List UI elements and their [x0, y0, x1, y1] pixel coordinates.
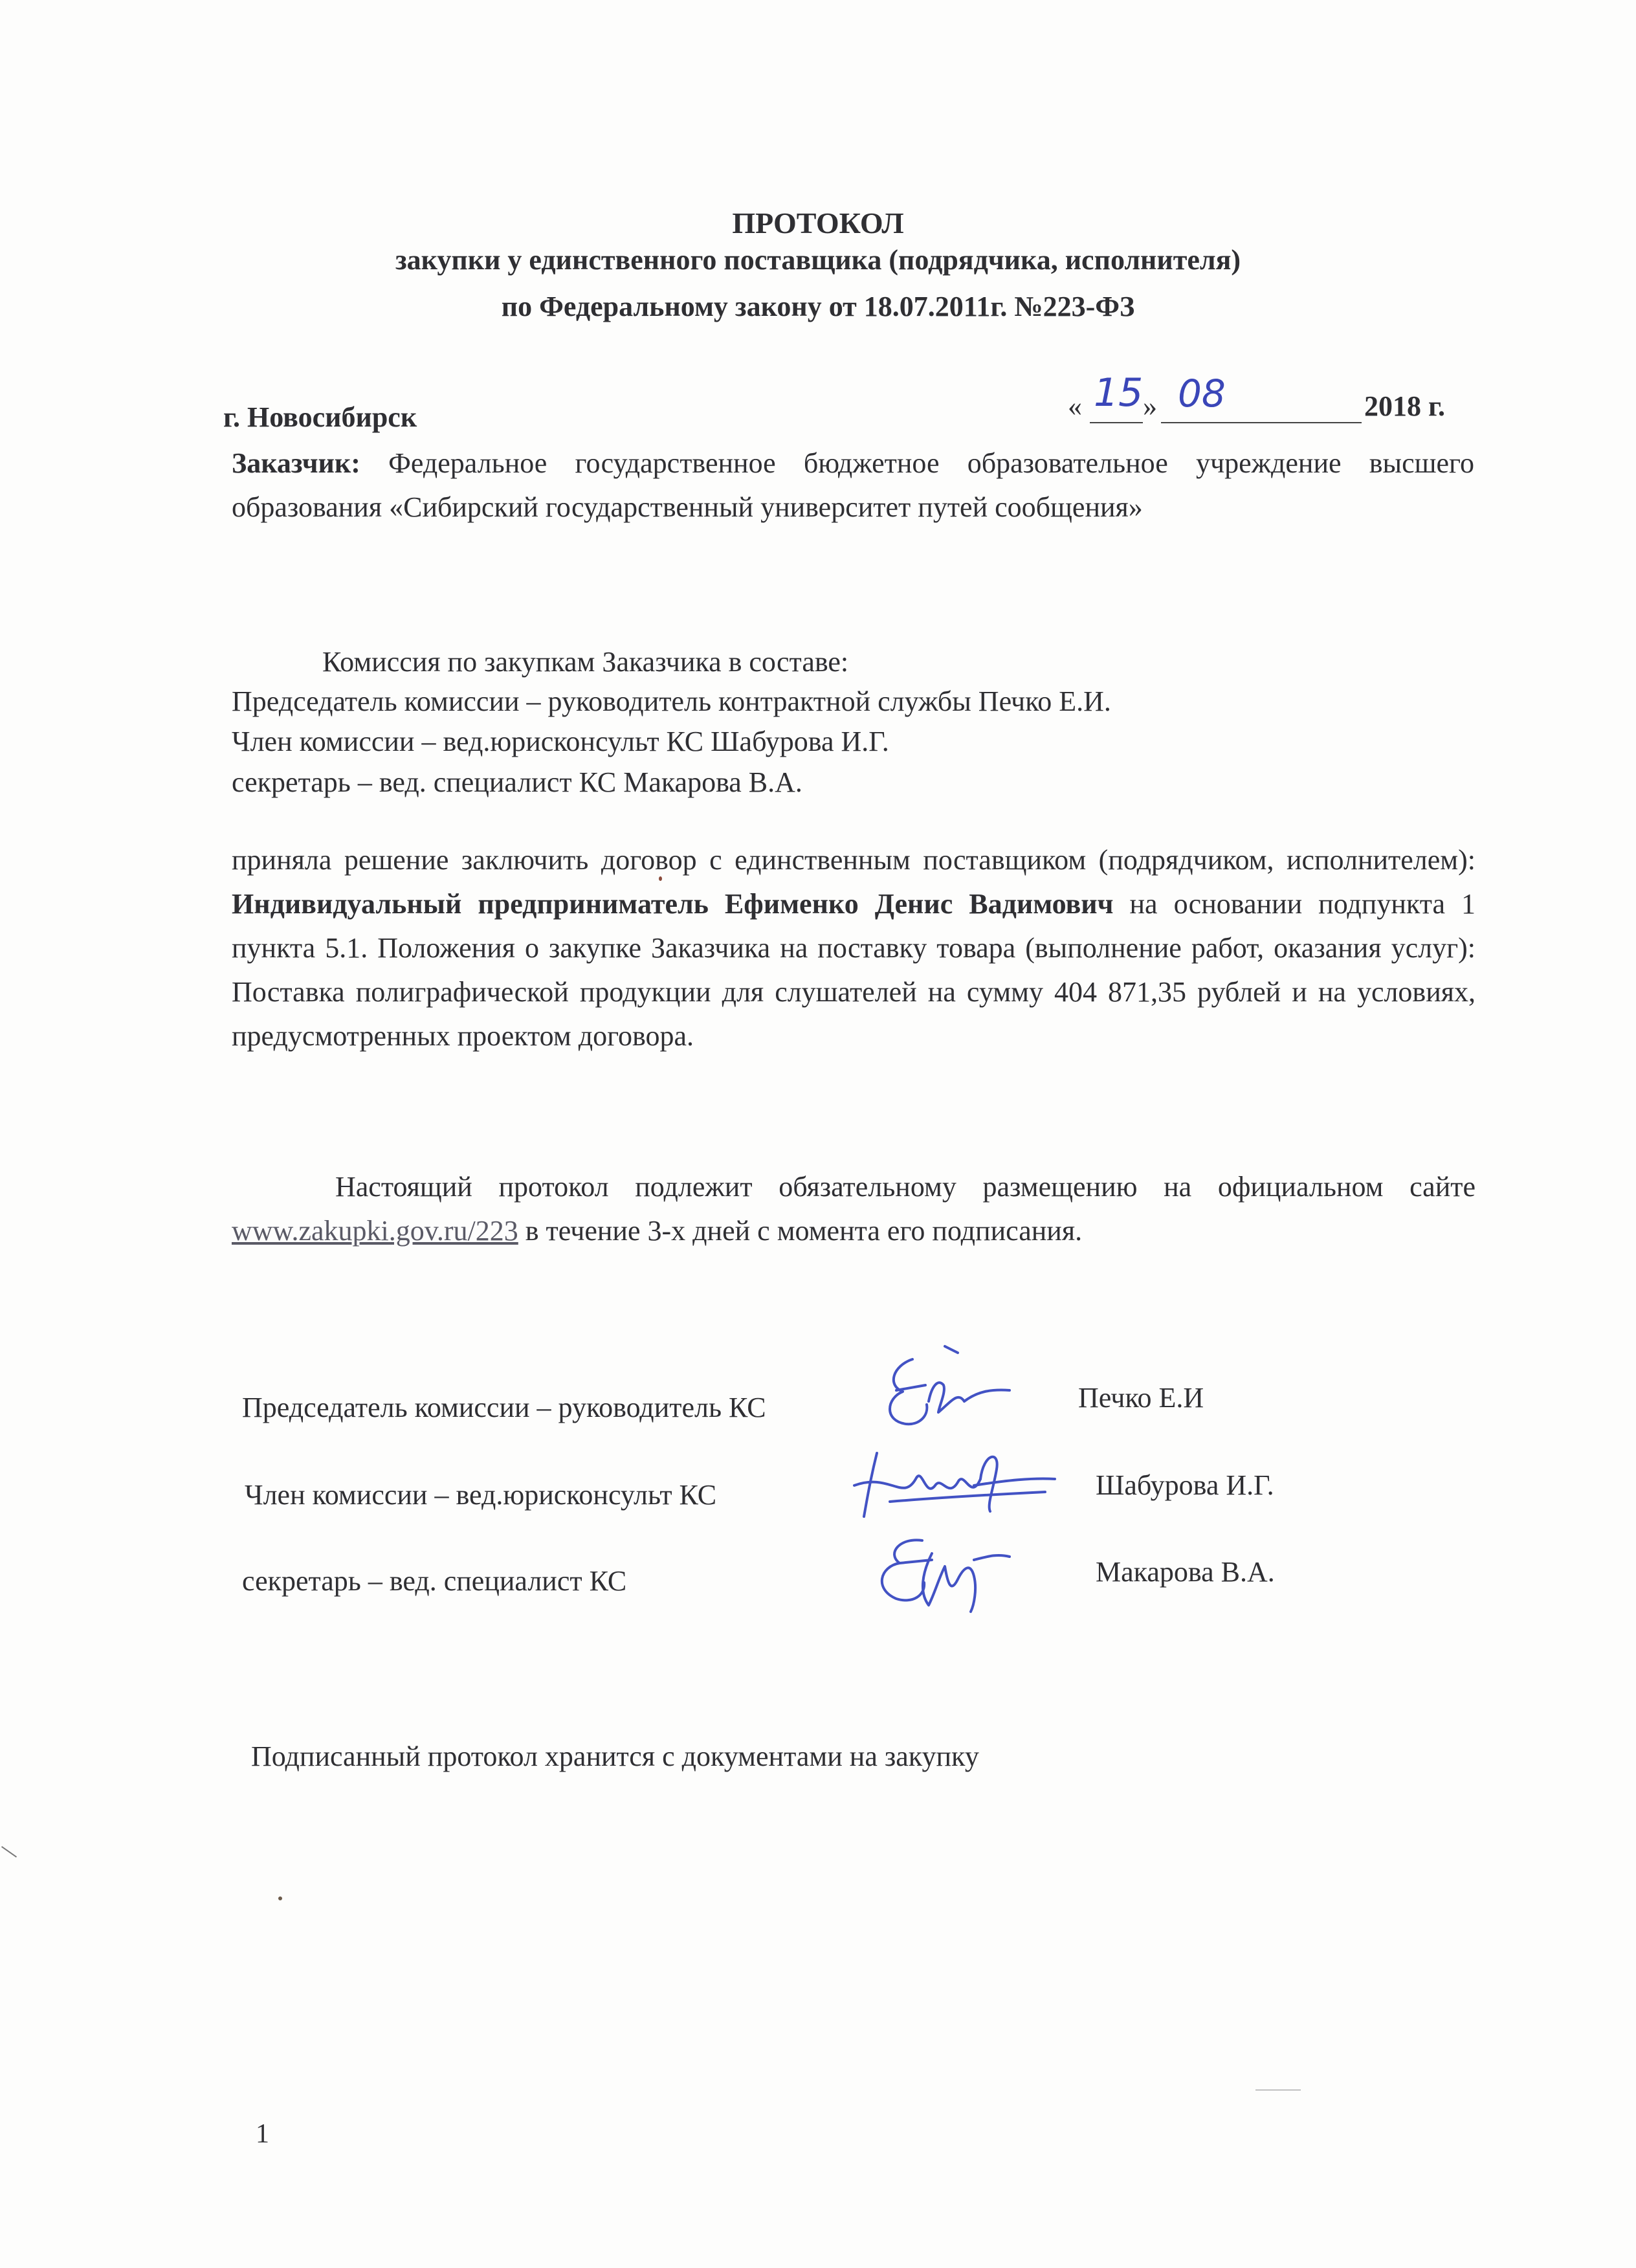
publication-tail: в течение 3-х дней с момента его подписания.: [518, 1215, 1083, 1247]
date-quote-close: »: [1143, 390, 1157, 422]
day-blank-line: [1090, 422, 1143, 423]
commission-intro: Комиссия по закупкам Заказчика в составе:: [322, 646, 849, 678]
document-title: ПРОТОКОЛ: [732, 206, 904, 239]
commission-member: Член комиссии – вед.юрисконсульт КС Шабурова И.Г.: [232, 726, 889, 757]
signature-name: Макарова В.А.: [1096, 1556, 1275, 1588]
month-blank-line: [1161, 422, 1362, 423]
customer-paragraph: [232, 441, 1474, 529]
page-number: 1: [256, 2119, 269, 2149]
zakupki-link[interactable]: www.zakupki.gov.ru/223: [232, 1215, 518, 1247]
scan-edge-mark: [1255, 2089, 1301, 2091]
handwritten-signature-chairman: [867, 1340, 1035, 1437]
decision-paragraph: [232, 838, 1476, 1058]
customer-text: Федеральное государственное бюджетное образовательное учреждение высшего образования «Сибирский государственный университет путей сообщения»: [232, 447, 1475, 523]
city: г. Новосибирск: [223, 401, 417, 433]
decision-basis: на основании подпункта 1 пункта 5.1. Положения о закупке Заказчика на поставку товара (выполнение работ, оказания услуг): Поставка полиграфической продукции для слушателей на сумму 404 871,35 рублей и на условиях, предусмотренных проектом договора.: [232, 888, 1476, 1052]
handwritten-day: 15: [1094, 370, 1144, 416]
footer-note: Подписанный протокол хранится с документами на закупку: [251, 1740, 979, 1772]
scan-edge-mark: [1, 1846, 17, 1858]
law-reference: по Федеральному закону от 18.07.2011г. №223-ФЗ: [501, 291, 1135, 322]
signature-name: Шабурова И.Г.: [1096, 1469, 1274, 1501]
signature-role: Председатель комиссии – руководитель КС: [242, 1392, 766, 1423]
document-subtitle: закупки у единственного поставщика (подрядчика, исполнителя): [395, 244, 1241, 276]
scan-speck: [659, 876, 662, 881]
date-quote-open: «: [1068, 390, 1082, 422]
supplier-name: Индивидуальный предприниматель Ефименко Денис Вадимович: [232, 888, 1114, 920]
commission-member: секретарь – вед. специалист КС Макарова В.А.: [232, 766, 802, 798]
publication-paragraph: [232, 1165, 1476, 1253]
signature-name: Печко Е.И: [1078, 1382, 1204, 1414]
signature-role: секретарь – вед. специалист КС: [242, 1565, 627, 1597]
signature-role: Член комиссии – вед.юрисконсульт КС: [245, 1479, 717, 1511]
handwritten-month: 08: [1178, 372, 1226, 416]
date-block: [1068, 362, 1456, 427]
scan-speck: [278, 1896, 282, 1900]
customer-label: Заказчик:: [232, 447, 360, 479]
publication-text: Настоящий протокол подлежит обязательному размещению на официальном сайте: [335, 1171, 1476, 1203]
date-year: 2018 г.: [1364, 390, 1446, 422]
commission-member: Председатель комиссии – руководитель контрактной службы Печко Е.И.: [232, 685, 1111, 717]
handwritten-signature-secretary: [861, 1528, 1042, 1618]
handwritten-signature-member: [851, 1440, 1058, 1524]
decision-lead: приняла решение заключить договор с единственным поставщиком (подрядчиком, исполнителем):: [232, 844, 1476, 876]
